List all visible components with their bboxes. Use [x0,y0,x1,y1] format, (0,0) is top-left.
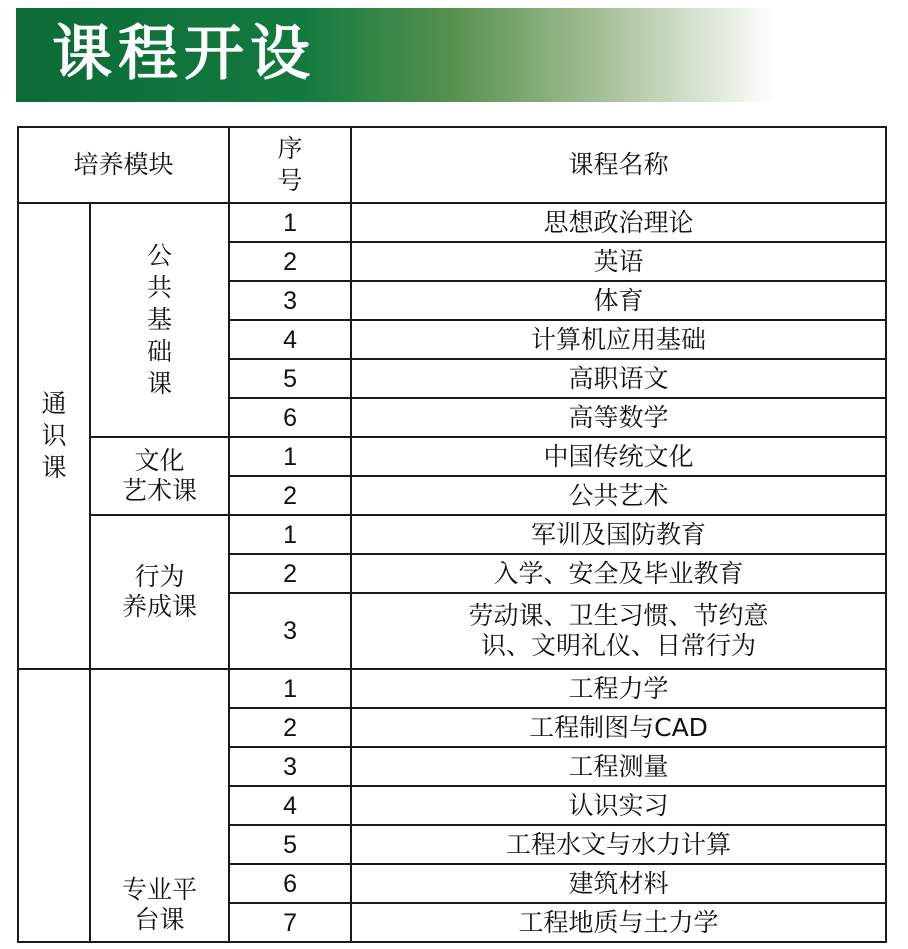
course-name-cell: 工程水文与水力计算 [351,825,886,864]
table-row [18,437,886,476]
seq-cell: 1 [229,203,351,242]
course-name-cell: 劳动课、卫生习惯、节约意 识、文明礼仪、日常行为 [351,593,886,669]
course-name-cell: 英语 [351,242,886,281]
table-row [18,669,886,708]
seq-cell: 5 [229,359,351,398]
course-name-cell: 体育 [351,281,886,320]
table-header-row [18,127,886,203]
header-course-name: 课程名称 [351,127,886,203]
seq-cell: 1 [229,669,351,708]
seq-cell: 2 [229,708,351,747]
category-cell [18,669,90,942]
module-cell: 专业平 台课 [90,669,229,942]
course-name-cell: 高等数学 [351,398,886,437]
course-table [17,126,887,943]
seq-cell: 2 [229,476,351,515]
seq-cell: 3 [229,747,351,786]
seq-cell: 1 [229,515,351,554]
header-seq: 序号 [229,127,351,203]
course-name-cell: 计算机应用基础 [351,320,886,359]
seq-cell: 3 [229,281,351,320]
seq-cell: 3 [229,593,351,669]
table-row [18,203,886,242]
module-cell: 公共基础课 [90,203,229,437]
course-name-cell: 中国传统文化 [351,437,886,476]
module-cell: 文化 艺术课 [90,437,229,515]
seq-cell: 5 [229,825,351,864]
header-module: 培养模块 [18,127,229,203]
course-name-cell: 思想政治理论 [351,203,886,242]
seq-cell: 4 [229,786,351,825]
seq-cell: 6 [229,398,351,437]
section-title: 课程开设 [52,19,316,89]
course-name-cell: 公共艺术 [351,476,886,515]
table-row [18,515,886,554]
course-name-cell: 建筑材料 [351,864,886,903]
seq-cell: 1 [229,437,351,476]
course-name-cell: 工程制图与CAD [351,708,886,747]
course-name-cell: 高职语文 [351,359,886,398]
seq-cell: 7 [229,903,351,942]
module-cell: 行为 养成课 [90,515,229,669]
category-cell: 通识课 [18,203,90,669]
course-name-cell: 工程测量 [351,747,886,786]
course-name-cell: 工程力学 [351,669,886,708]
seq-cell: 6 [229,864,351,903]
seq-cell: 2 [229,554,351,593]
course-name-cell: 认识实习 [351,786,886,825]
course-name-cell: 工程地质与土力学 [351,903,886,942]
course-name-cell: 入学、安全及毕业教育 [351,554,886,593]
seq-cell: 2 [229,242,351,281]
seq-cell: 4 [229,320,351,359]
section-banner [16,8,776,102]
course-name-cell: 军训及国防教育 [351,515,886,554]
